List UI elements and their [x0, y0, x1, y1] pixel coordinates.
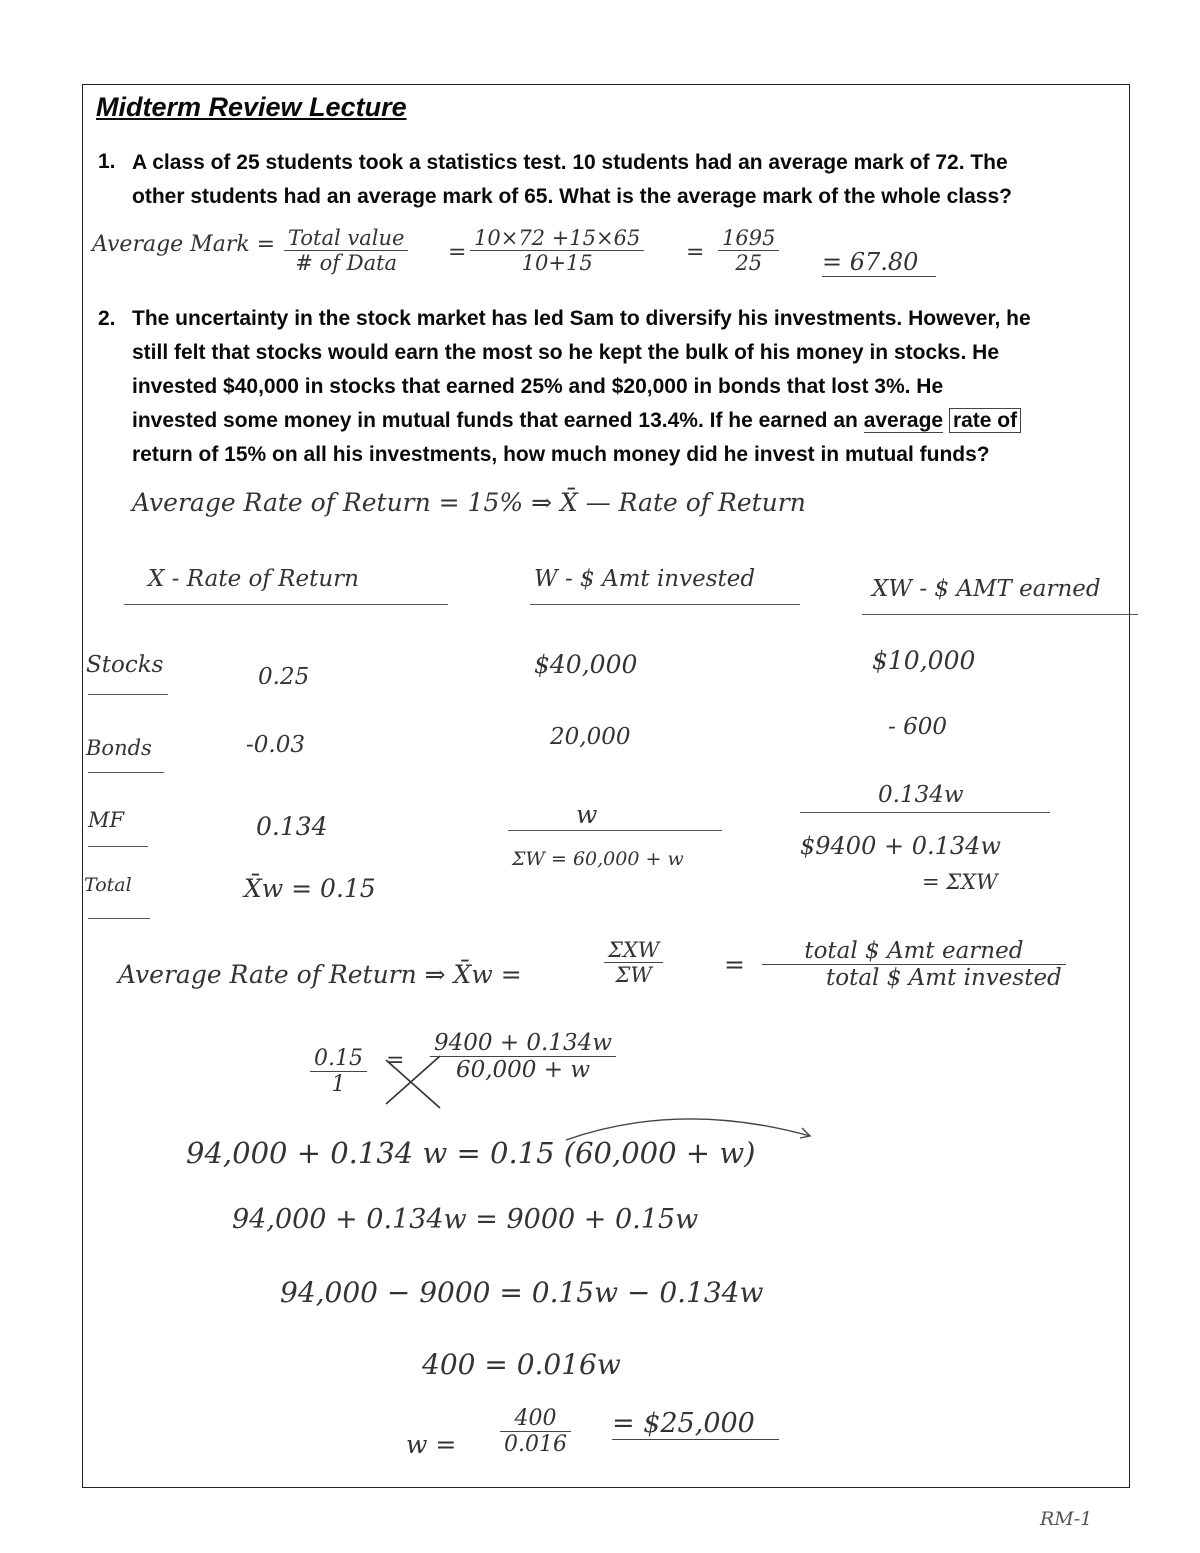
step-3: 94,000 − 9000 = 0.15w − 0.134w — [280, 1276, 764, 1309]
row-bonds-x: -0.03 — [246, 732, 305, 758]
col-header-w: W - $ Amt invested — [534, 566, 756, 592]
q1-line2: other students had an average mark of 65. What is the average mark of the whole class? — [132, 185, 1012, 208]
row-stocks-w: $40,000 — [534, 650, 638, 679]
q2-line4-boxed: rate of — [949, 408, 1021, 433]
final-frac — [500, 1406, 571, 1457]
row-label-stocks: Stocks — [86, 652, 164, 678]
q1-frac1-num: Total value — [284, 226, 408, 251]
formula-num2: total $ Amt earned — [762, 938, 1066, 965]
cross-eq: = — [386, 1048, 405, 1073]
q1-frac2 — [470, 226, 644, 275]
q1-frac3 — [718, 226, 779, 275]
step-4: 400 = 0.016w — [422, 1348, 621, 1381]
xw-sum-rule — [800, 812, 1050, 813]
q1-text — [132, 146, 1122, 214]
header-rule-x — [124, 604, 448, 605]
cross-rhs — [430, 1030, 616, 1083]
row-total-xw-note: = ΣXW — [922, 870, 998, 894]
cross-rhs-den: 60,000 + w — [455, 1057, 591, 1083]
final-result: = $25,000 — [612, 1408, 779, 1440]
cross-lhs — [310, 1046, 367, 1097]
row-label-bonds: Bonds — [86, 736, 152, 760]
row-rule-mf — [88, 846, 148, 847]
q2-number: 2. — [98, 307, 116, 330]
q1-eq1: = — [448, 240, 467, 265]
q1-line1: A class of 25 students took a statistics test. 10 students had an average mark of 72. The — [132, 151, 1008, 174]
q2-line4-underlined: average — [863, 409, 944, 432]
q1-frac2-num: 10×72 +15×65 — [470, 226, 644, 251]
row-mf-xw: 0.134w — [878, 782, 964, 808]
row-label-total: Total — [84, 874, 132, 896]
cross-rhs-num: 9400 + 0.134w — [430, 1030, 616, 1057]
step-2: 94,000 + 0.134w = 9000 + 0.15w — [232, 1204, 699, 1235]
page-mark: RM-1 — [1040, 1508, 1093, 1530]
q2-line4 — [132, 404, 1122, 438]
page-title: Midterm Review Lecture — [96, 92, 407, 122]
row-total-w: ΣW = 60,000 + w — [512, 848, 684, 870]
row-rule-total — [88, 918, 150, 919]
row-mf-w: w — [576, 800, 598, 829]
col-header-x: X - Rate of Return — [148, 566, 359, 592]
col-header-xw: XW - $ AMT earned — [872, 576, 1101, 602]
final-den: 0.016 — [504, 1432, 567, 1457]
row-bonds-w: 20,000 — [550, 724, 631, 750]
row-stocks-xw: $10,000 — [872, 646, 976, 675]
row-total-xw: $9400 + 0.134w — [800, 832, 1001, 860]
q1-result: = 67.80 — [822, 248, 936, 277]
cross-lhs-num: 0.15 — [310, 1046, 367, 1072]
q1-frac1 — [284, 226, 408, 275]
formula-frac2 — [762, 938, 1066, 991]
q1-frac1-den: # of Data — [295, 251, 398, 275]
formula-den2: total $ Amt invested — [826, 965, 1062, 991]
formula-den: ΣW — [615, 963, 652, 987]
q1-frac3-num: 1695 — [718, 226, 779, 251]
final-num: 400 — [500, 1406, 571, 1432]
q2-avg-line: Average Rate of Return = 15% ⇒ X̄ — Rate of Return — [132, 488, 806, 517]
q2-line2: still felt that stocks would earn the most so he kept the bulk of his money in stocks. He — [132, 341, 999, 364]
q1-lhs: Average Mark = — [92, 232, 276, 257]
formula-lhs: Average Rate of Return ⇒ X̄w = — [118, 960, 522, 989]
cross-lhs-den: 1 — [331, 1072, 346, 1097]
formula-eq: = — [724, 950, 745, 979]
row-mf-x: 0.134 — [256, 812, 328, 841]
final-lhs: w = — [406, 1430, 457, 1459]
q1-eq2: = — [686, 240, 705, 265]
q2-line5: return of 15% on all his investments, how much money did he invest in mutual funds? — [132, 443, 990, 466]
q2-text — [132, 302, 1122, 472]
row-bonds-xw: - 600 — [888, 714, 947, 740]
q1-frac2-den: 10+15 — [521, 251, 593, 275]
w-sum-rule — [508, 830, 722, 831]
row-stocks-x: 0.25 — [258, 664, 310, 690]
header-rule-w — [530, 604, 800, 605]
row-rule-bonds — [88, 772, 164, 773]
q1-frac3-den: 25 — [735, 251, 763, 275]
formula-frac1 — [604, 938, 663, 987]
row-rule-stocks — [88, 694, 168, 695]
row-total-x: X̄w = 0.15 — [244, 874, 376, 903]
header-rule-xw — [862, 614, 1138, 615]
formula-num: ΣXW — [604, 938, 663, 963]
q1-number: 1. — [98, 150, 116, 173]
q2-line4-a: invested some money in mutual funds that earned 13.4%. If he earned an — [132, 409, 864, 432]
q2-line1: The uncertainty in the stock market has led Sam to diversify his investments. However, he — [132, 307, 1031, 330]
step-1: 94,000 + 0.134 w = 0.15 (60,000 + w) — [186, 1136, 756, 1170]
row-label-mf: MF — [88, 808, 125, 832]
q2-line3: invested $40,000 in stocks that earned 25% and $20,000 in bonds that lost 3%. He — [132, 375, 944, 398]
